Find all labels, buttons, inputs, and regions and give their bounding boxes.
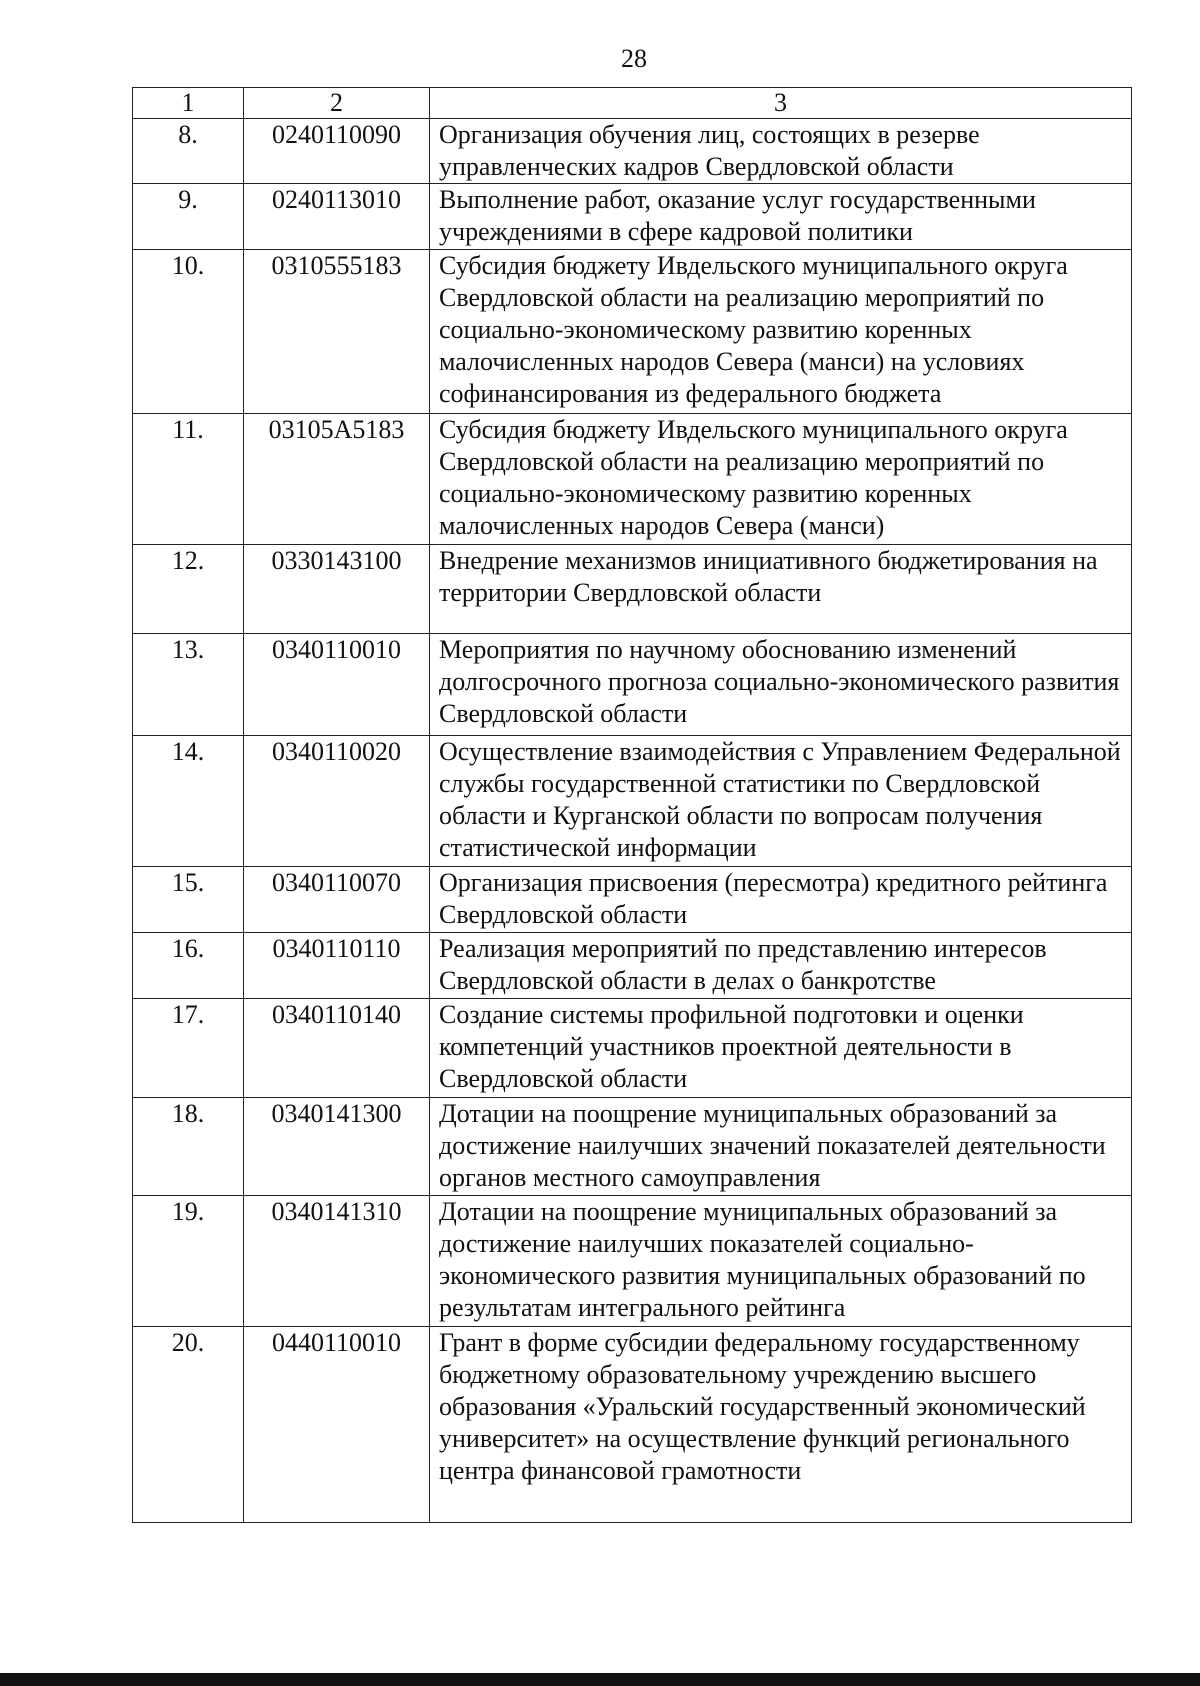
row-description: Субсидия бюджету Ивдельского муниципального округа Свердловской области на реализацию мероприятий по социально-экономическому развитию коренных малочисленных народов Севера (манси) на условиях софинансирования из федерального бюджета	[430, 250, 1132, 414]
row-number: 20.	[133, 1327, 244, 1523]
table-row	[133, 736, 1132, 867]
budget-table	[132, 87, 1132, 1523]
table-row	[133, 119, 1132, 184]
row-code: 0240113010	[244, 184, 430, 250]
table-row	[133, 867, 1132, 933]
row-description: Внедрение механизмов инициативного бюджетирования на территории Свердловской области	[430, 545, 1132, 634]
row-description: Организация присвоения (пересмотра) кредитного рейтинга Свердловской области	[430, 867, 1132, 933]
row-code: 03105A5183	[244, 414, 430, 545]
row-number: 10.	[133, 250, 244, 414]
row-code: 0340110140	[244, 999, 430, 1098]
row-number: 8.	[133, 119, 244, 184]
row-description: Организация обучения лиц, состоящих в резерве управленческих кадров Свердловской области	[430, 119, 1132, 184]
header-col-1: 1	[133, 88, 244, 119]
row-number: 19.	[133, 1196, 244, 1327]
table-row	[133, 933, 1132, 999]
row-description: Дотации на поощрение муниципальных образований за достижение наилучших значений показателей деятельности органов местного самоуправления	[430, 1098, 1132, 1196]
row-description: Мероприятия по научному обоснованию изменений долгосрочного прогноза социально-экономического развития Свердловской области	[430, 634, 1132, 736]
row-number: 11.	[133, 414, 244, 545]
row-number: 16.	[133, 933, 244, 999]
row-code: 0330143100	[244, 545, 430, 634]
row-code: 0340110070	[244, 867, 430, 933]
row-code: 0340110020	[244, 736, 430, 867]
table-row	[133, 184, 1132, 250]
row-description: Грант в форме субсидии федеральному государственному бюджетному образовательному учреждению высшего образования «Уральский государственный экономический университет» на осуществление функций регионального центра финансовой грамотности	[430, 1327, 1132, 1523]
row-number: 17.	[133, 999, 244, 1098]
row-code: 0440110010	[244, 1327, 430, 1523]
row-description: Дотации на поощрение муниципальных образований за достижение наилучших показателей социально-экономического развития муниципальных образований по результатам интегрального рейтинга	[430, 1196, 1132, 1327]
scan-bottom-border	[0, 1673, 1200, 1686]
row-number: 15.	[133, 867, 244, 933]
row-code: 0340110110	[244, 933, 430, 999]
table-row	[133, 250, 1132, 414]
table-row	[133, 1098, 1132, 1196]
row-description: Создание системы профильной подготовки и оценки компетенций участников проектной деятельности в Свердловской области	[430, 999, 1132, 1098]
page-number: 28	[621, 44, 647, 73]
header-col-2: 2	[244, 88, 430, 119]
row-code: 0340110010	[244, 634, 430, 736]
table-header-row	[133, 88, 1132, 119]
row-code: 0240110090	[244, 119, 430, 184]
table-row	[133, 634, 1132, 736]
row-description: Реализация мероприятий по представлению интересов Свердловской области в делах о банкротстве	[430, 933, 1132, 999]
table-row	[133, 1196, 1132, 1327]
row-number: 13.	[133, 634, 244, 736]
row-code: 0340141310	[244, 1196, 430, 1327]
table-row	[133, 545, 1132, 634]
row-description: Выполнение работ, оказание услуг государственными учреждениями в сфере кадровой политики	[430, 184, 1132, 250]
row-number: 14.	[133, 736, 244, 867]
table-row	[133, 414, 1132, 545]
table-row	[133, 1327, 1132, 1523]
row-number: 18.	[133, 1098, 244, 1196]
row-number: 9.	[133, 184, 244, 250]
row-description: Осуществление взаимодействия с Управлением Федеральной службы государственной статистики по Свердловской области и Курганской области по вопросам получения статистической информации	[430, 736, 1132, 867]
row-code: 0310555183	[244, 250, 430, 414]
header-col-3: 3	[430, 88, 1132, 119]
row-number: 12.	[133, 545, 244, 634]
row-code: 0340141300	[244, 1098, 430, 1196]
row-description: Субсидия бюджету Ивдельского муниципального округа Свердловской области на реализацию мероприятий по социально-экономическому развитию коренных малочисленных народов Севера (манси)	[430, 414, 1132, 545]
table-row	[133, 999, 1132, 1098]
